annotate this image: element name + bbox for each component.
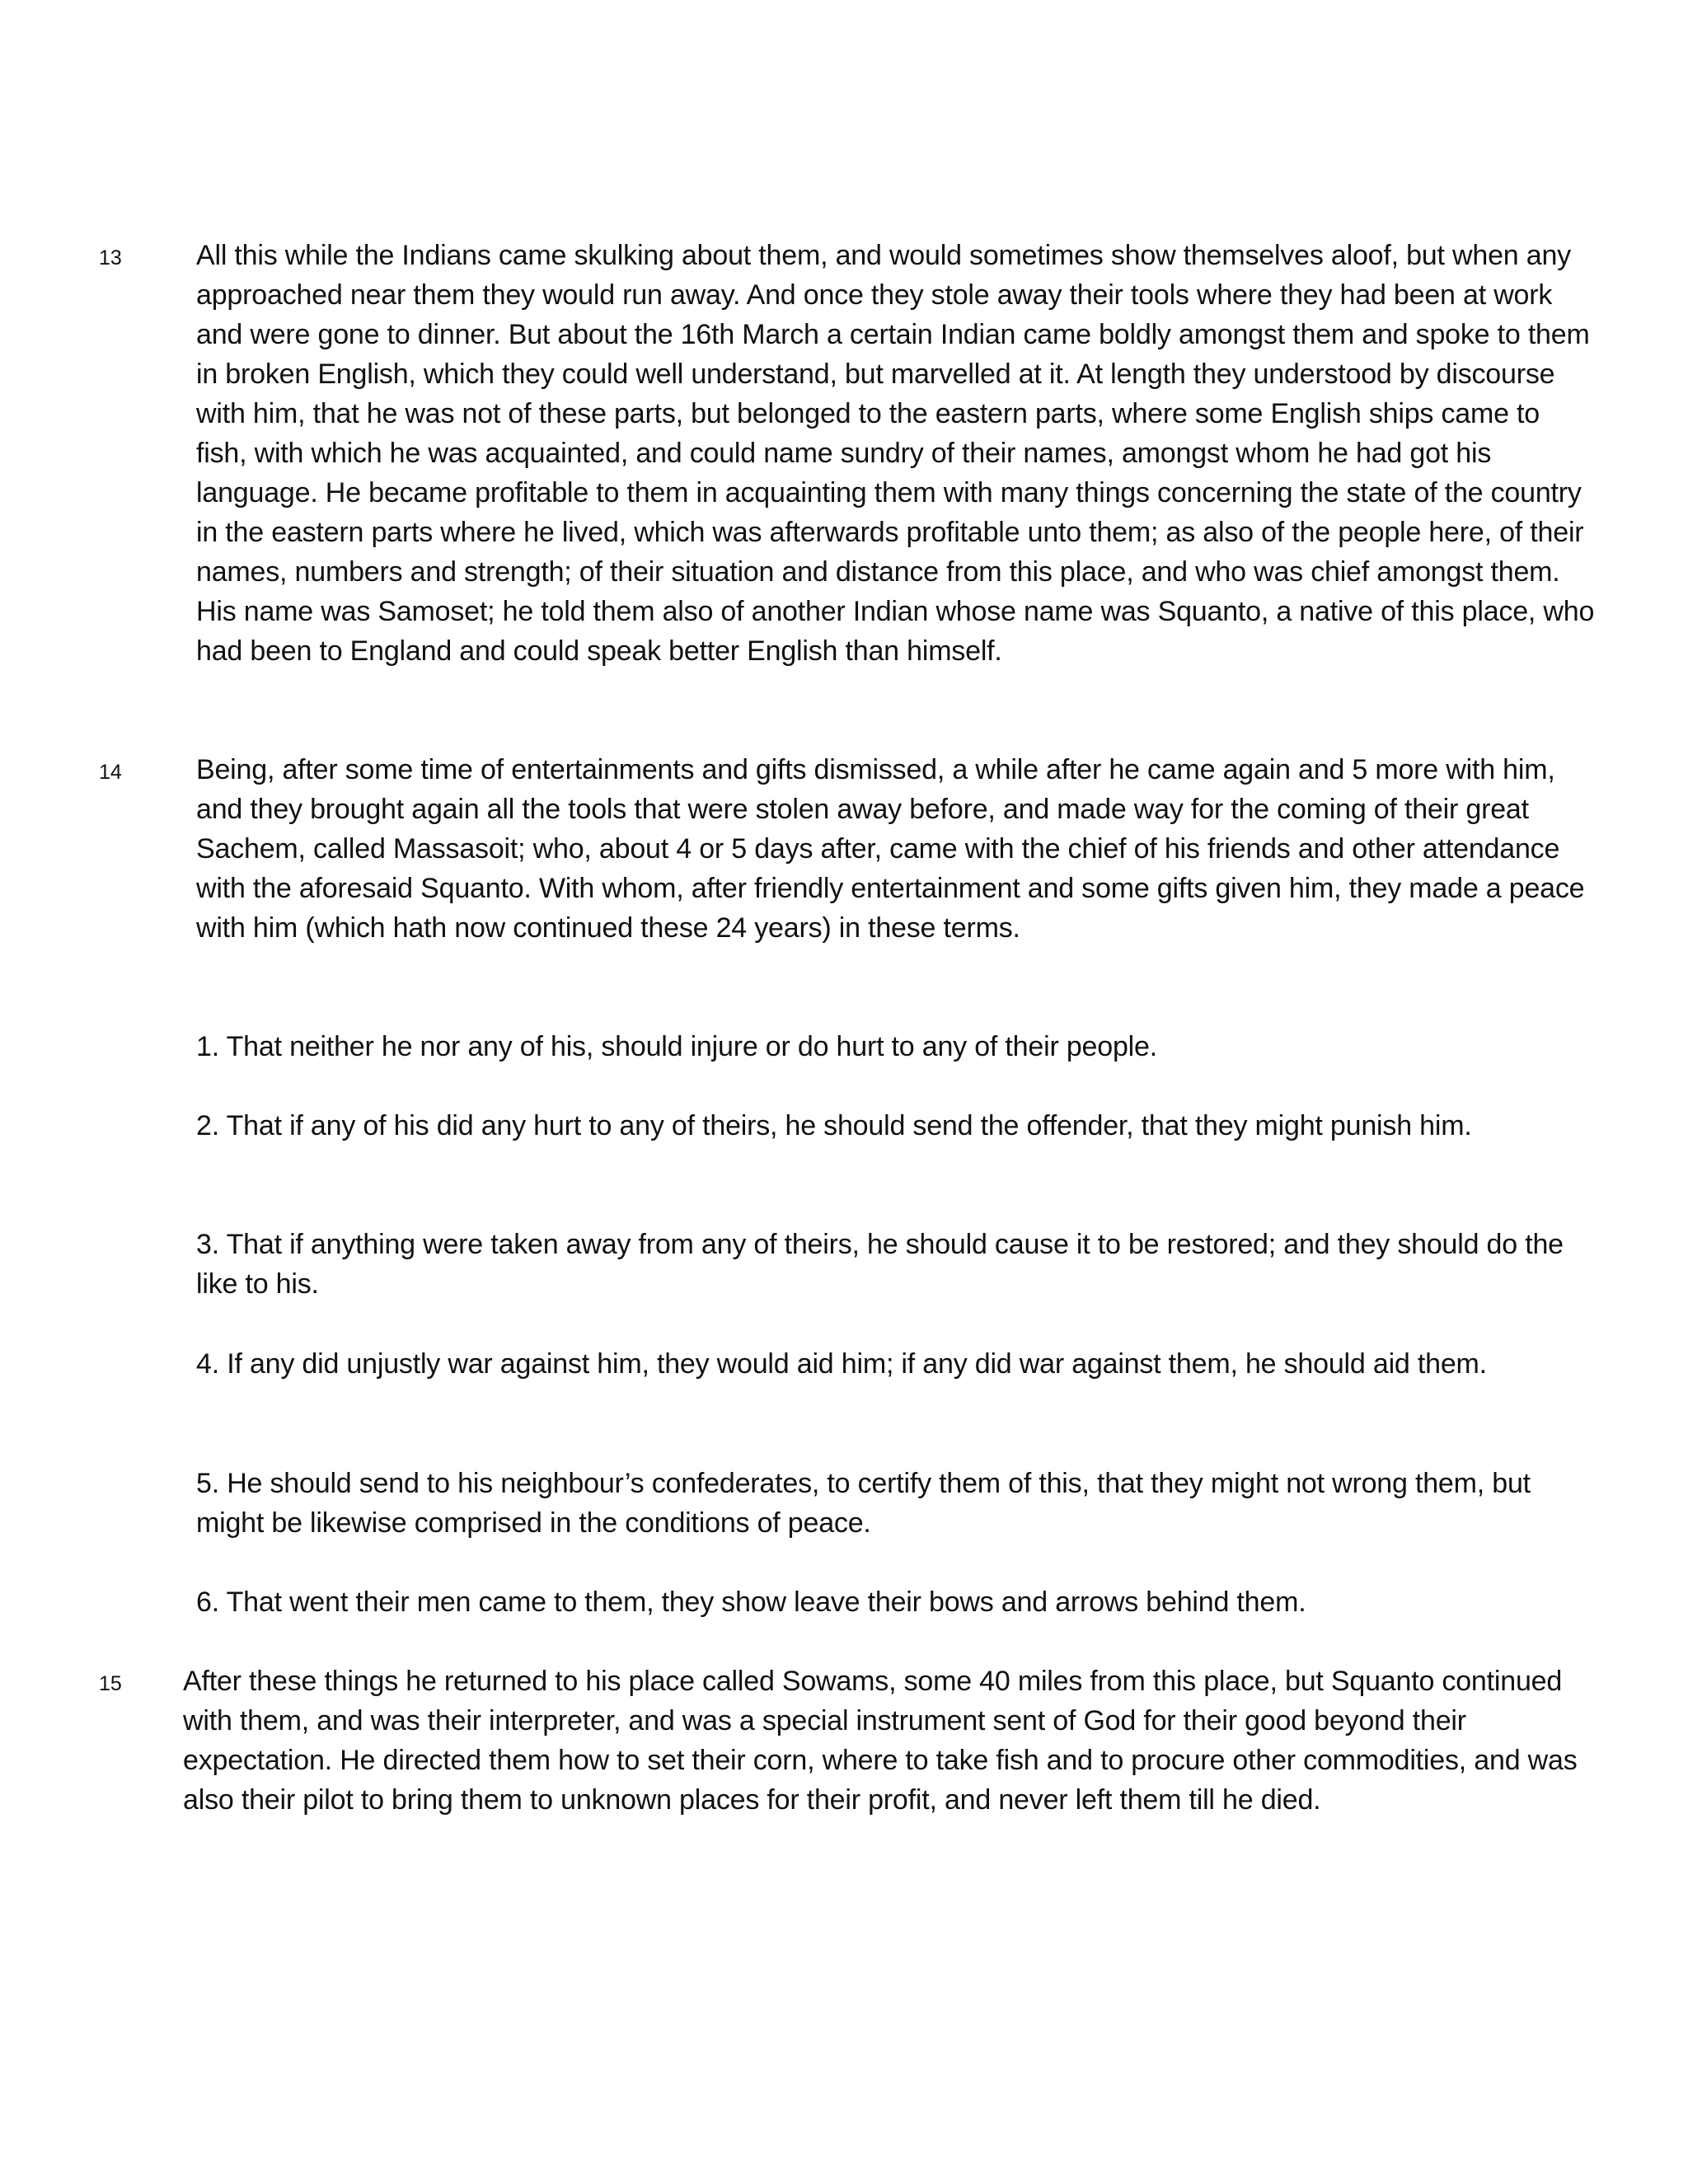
paragraph-text: Being, after some time of entertainments and gifts dismissed, a while after he came again and 5 more with him, and they brought again all the tools that were stolen away before, and made way for the coming of their great Sachem, called Massasoit; who, about 4 or 5 days after, came with the chief of his friends and other attendance with the aforesaid Squanto. With whom, after friendly entertainment and some gifts given him, they made a peace with him (which hath now continued these 24 years) in these terms. — [196, 754, 1585, 944]
term-text: 3. That if anything were taken away from any of theirs, he should cause it to be restored; and they should do the like to his. — [196, 1229, 1564, 1300]
term-text: 6. That went their men came to them, they show leave their bows and arrows behind them. — [196, 1586, 1306, 1618]
paragraph-number: 14 — [99, 761, 122, 784]
paragraph-text: After these things he returned to his place called Sowams, some 40 miles from this place, but Squanto continued with them, and was their interpreter, and was a special instrument sent of God for their good beyond their expectation. He directed them how to set their corn, where to take fish and to procure other commodities, and was also their pilot to bring them to unknown places for their profit, and never left them till he died. — [183, 1666, 1578, 1816]
paragraph-text: All this while the Indians came skulking about them, and would sometimes show themselves aloof, but when any approached near them they would run away. And once they stole away their tools where they had been at work and were gone to dinner. But about the 16th March a certain Indian came boldly amongst them and spoke to them in broken English, which they could well understand, but marvelled at it. At length they understood by discourse with him, that he was not of these parts, but belonged to the eastern parts, where some English ships came to fish, with which he was acquainted, and could name sundry of their names, amongst whom he had got his language. He became profitable to them in acquainting them with many things concerning the state of the country in the eastern parts where he lived, which was afterwards profitable unto them; as also of the people here, of their names, numbers and strength; of their situation and distance from this place, and who was chief amongst them. His name was Samoset; he told them also of another Indian whose name was Squanto, a native of this place, who had been to England and could speak better English than himself. — [196, 240, 1595, 667]
term-text: 1. That neither he nor any of his, should injure or do hurt to any of their people. — [196, 1031, 1157, 1062]
term-text: 2. That if any of his did any hurt to any of theirs, he should send the offender, that they might punish him. — [196, 1110, 1472, 1141]
term-text: 4. If any did unjustly war against him, they would aid him; if any did war against them, he should aid them. — [196, 1348, 1487, 1380]
paragraph-number: 13 — [99, 246, 122, 269]
term-text: 5. He should send to his neighbour’s confederates, to certify them of this, that they might not wrong them, but might be likewise comprised in the conditions of peace. — [196, 1468, 1531, 1539]
paragraph-number: 15 — [99, 1672, 122, 1695]
